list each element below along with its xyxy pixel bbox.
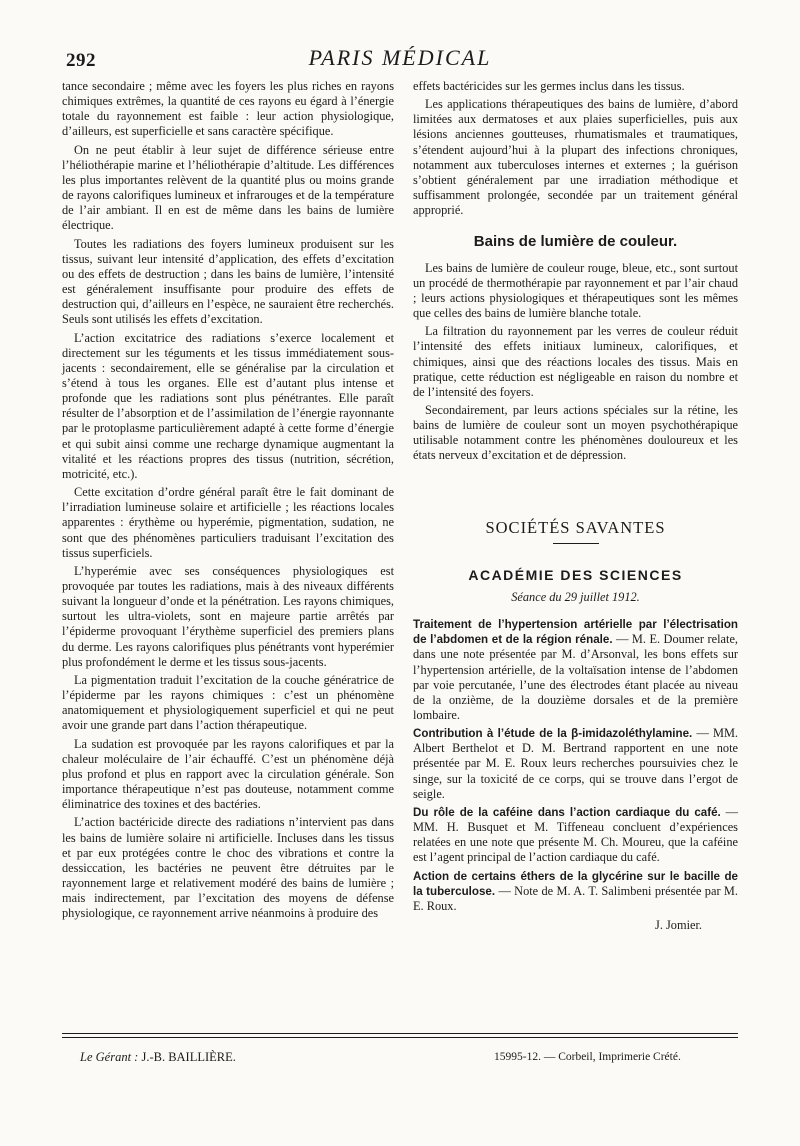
entry-title: Action de certains éthers de la glycérine sur le bacille de la tuberculose. bbox=[413, 869, 738, 898]
entry-author: — Note de M. A. T. Salimbeni bbox=[498, 883, 652, 898]
academy-entry bbox=[413, 805, 738, 866]
paragraph: Les bains de lumière de couleur rouge, bleue, etc., sont surtout un procédé de thermothérapie par rayonnement et par l’air chaud ; leurs actions physiologiques et thérapeutiques sont les mêmes que celles des bains de lumière blanche totale. bbox=[413, 260, 738, 321]
footer-gerant bbox=[80, 1050, 236, 1065]
footer-imprint: 15995-12. — Corbeil, Imprimerie Crété. bbox=[494, 1051, 681, 1063]
entry-author: — MM. H. Busquet et M. Tiffeneau bbox=[413, 804, 738, 835]
academie-title: ACADÉMIE DES SCIENCES bbox=[468, 566, 683, 583]
entry-body: concluent d’expériences relatées en une note que présente M. Ch. Moureu, que la caféine est l’agent principal de l’action cardiaque du café. bbox=[413, 820, 738, 865]
gerant-label: Le Gérant : bbox=[80, 1050, 139, 1064]
paragraph: Secondairement, par leurs actions spéciales sur la rétine, les bains de lumière de couleur sont un moyen psychothérapique utilisable notamment contre les phénomènes douloureux et les états nerveux d’excitation et de dépression. bbox=[413, 402, 738, 463]
paragraph: La pigmentation traduit l’excitation de la couche génératrice de l’épiderme par les rayons chimiques : c’est un phénomène anatomiquement et physiologiquement superficiel et qui ne peut avoir une grande part dans l’action thérapeutique. bbox=[62, 672, 394, 733]
running-title: PARIS MÉDICAL bbox=[308, 45, 492, 70]
right-column bbox=[413, 79, 738, 933]
entry-author: — M. E. Doumer bbox=[616, 632, 705, 647]
paragraph: L’hyperémie avec ses conséquences physiologiques est provoquée par toutes les radiations, mais à des niveaux différents suivant la longueur d’onde et la pénétration. Les rayons chimiques, surtout les ultra-violets, sont en majeure partie arrêtés par l’épiderme provoquant l’érythème superficiel des premiers plans du derme. Les rayons calorifiques plus pénétrants vont hyperémier plus profondément le derme et les tissus sous-jacents. bbox=[62, 563, 394, 669]
academy-entry bbox=[413, 869, 738, 914]
paragraph: Les applications thérapeutiques des bains de lumière, d’abord limitées aux dermatoses et aux plaies superficielles, puis aux lésions anciennes goutteuses, rhumatismales et traumatiques, s’étendent aujourd’hui à la plupart des infections chroniques, notamment aux tuberculoses internes et externes ; la guérison s’obtient généralement par une irradiation méthodique et suffisamment prolongée, secondée par un traitement général approprié. bbox=[413, 97, 738, 218]
paragraph: L’action excitatrice des radiations s’exerce localement et directement sur les téguments et les tissus immédiatement sous-jacents : secondairement, elle se généralise par la circulation et s’étend à tous les organes. Elle est d’autant plus intense et profonde que les radiations sont plus pénétrantes. Elle paraît résulter de l’absorption et de l’assimilation de l’énergie rayonnante par le protoplasme particulièrement adapté à cette forme d’énergie et qui subit ainsi comme une recharge dynamique augmentant la vitalité et les réactions propres des tissus (nutrition, sécrétion, motricité, etc.). bbox=[62, 330, 394, 481]
seance-date: Séance du 29 juillet 1912. bbox=[511, 589, 640, 604]
gerant-name: J.-B. BAILLIÈRE. bbox=[141, 1050, 236, 1064]
paragraph: L’action bactéricide directe des radiations n’intervient pas dans les bains de lumière solaire ni artificielle. Incluses dans les tissus et par eux protégées contre le choc des vibrations et contre la dessiccation, les bactéries ne peuvent être détruites par le rayonnement large et relativement modéré des bains de lumière ; mais indirectement, par l’excitation des moyens de défense physiologique, ce rayonnement arrive néanmoins à produire des bbox=[62, 815, 394, 921]
left-column bbox=[62, 79, 394, 924]
societes-savantes-title: SOCIÉTÉS SAVANTES bbox=[485, 517, 666, 537]
paragraph: tance secondaire ; même avec les foyers les plus riches en rayons chimiques extrêmes, la quantité de ces rayons eu égard à l’énergie totale du rayonnement est faible : leur action physiologique, d’ailleurs, est superficielle et sans caractère spécifique. bbox=[62, 79, 394, 139]
paragraph: La sudation est provoquée par les rayons calorifiques et par la chaleur moléculaire de l’air échauffé. C’est un phénomène déjà plus profond et plus en rapport avec la circulation générale. Son importance thérapeutique n’est pas douteuse, notamment comme éliminatrice des toxines et des bactéries. bbox=[62, 736, 394, 812]
footer-rule bbox=[62, 1037, 738, 1038]
entry-author: — MM. Albert Berthelot et D. M. Bertrand bbox=[413, 726, 739, 756]
paragraph: Cette excitation d’ordre général paraît être le fait dominant de l’irradiation lumineuse solaire et artificielle ; les réactions locales apparentes : érythème ou hyperémie, pigmentation, sudation, ne sont que des phénomènes particuliers traduisant l’excitation des tissus superficiels. bbox=[62, 485, 394, 560]
entry-body: rapportent en une note présentée par M. E. Roux leurs recherches poursuivies chez le singe, sur la toxicité de ce corps, qui se trouve dans l’ergot de seigle. bbox=[413, 741, 738, 801]
entry-title: Du rôle de la caféine dans l’action cardiaque du café. bbox=[413, 805, 721, 819]
signature: J. Jomier. bbox=[655, 918, 702, 933]
paragraph: Toutes les radiations des foyers lumineux produisent sur les tissus, suivant leur intensité d’application, des effets d’excitation ou des effets de destruction ; dans les bains de lumière, l’intensité est généralement insuffisante pour produire des effets de destruction qui, d’ailleurs en l’espèce, ne sauraient être recherchés. Seuls sont utilisés les effets d’excitation. bbox=[62, 236, 394, 327]
entry-title: Traitement de l’hypertension artérielle par l’électrisation de l’abdomen et de la région rénale. bbox=[413, 618, 738, 647]
academy-entry bbox=[413, 617, 738, 723]
footer-rule bbox=[62, 1033, 738, 1034]
page-number: 292 bbox=[66, 50, 96, 71]
entry-title: Contribution à l’étude de la β-imidazoléthylamine. bbox=[413, 727, 693, 741]
entry-body: présentée par M. E. Roux. bbox=[413, 883, 738, 913]
paragraph: On ne peut établir à leur sujet de différence sérieuse entre l’héliothérapie marine et l’héliothérapie d’altitude. Les différences les plus importantes relèvent de la quantité plus ou moins grande de rayons calorifiques lumineux et infrarouges et de la température de l’air ambiant. Il en est de même dans les bains de lumière électrique. bbox=[62, 142, 394, 233]
paragraph: La filtration du rayonnement par les verres de couleur réduit l’intensité des effets initiaux lumineux, calorifiques, et chimiques, ainsi que des réactions locales des tissus. Mais en pratique, cette réduction est négligeable en raison du nombre et de l’intensité des foyers. bbox=[413, 324, 738, 399]
entry-body: relate, dans une note présentée par M. d’Arsonval, les bons effets sur l’hypertension artérielle, de la voltaïsation intense de l’abdomen par voie percutanée, l’une des électrodes étant placée au niveau de la onzième, de la douzième dorsales et de la première lombaire. bbox=[413, 632, 739, 722]
section-heading: Bains de lumière de couleur. bbox=[473, 233, 678, 251]
paragraph: effets bactéricides sur les germes inclus dans les tissus. bbox=[413, 79, 685, 93]
divider bbox=[553, 543, 599, 544]
academy-entry bbox=[413, 726, 738, 802]
